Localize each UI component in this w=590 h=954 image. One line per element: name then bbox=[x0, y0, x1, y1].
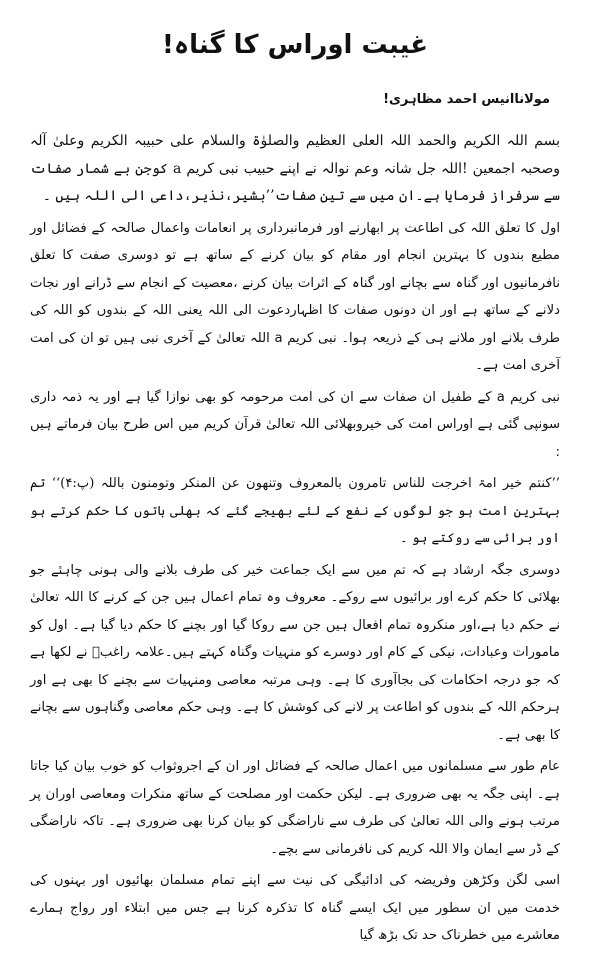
paragraph-2: اول کا تعلق اللہ کی اطاعت پر ابھارنے اور فرمانبرداری پر انعامات واعمال صالحہ کے فضائل اور مطیع بندوں کا بہترین انجام اور مقام کو بیان کرنے کے ساتھ ہے تو دوسری صفت کا تعلق نافرمانیوں اور گناہ سے بچانے اور گناہ کے اثرات بیان کرنے ،معصیت کے انجام سے ڈرانے اور نجات دلانے کے ساتھ ہے اور ان دونوں صفات کا اظہاردعوت الی اللہ یعنی اللہ کے بندوں کو اللہ کی طرف بلانے اور ملانے ہی کے ذریعہ ہوا۔ نبی کریم a اللہ تعالیٰ کے آخری نبی ہیں تو ان کی امت آخری امت ہے۔ bbox=[30, 220, 561, 373]
paragraph-7: اسی لگن وکڑھن وفریضہ کی ادائیگی کی نیت سے اپنے تمام مسلمان بھائیوں اور بہنوں کی خدمت میں ان سطور میں ایک ایسے گناہ کا تذکرہ کرنا ہے جس میں ابتلاء اور رواج ہمارے معاشرے میں خطرناک حد تک بڑھ گیا bbox=[30, 873, 560, 943]
paragraph-1: بسم اللہ الکریم والحمد اللہ العلی العظیم والصلوٰۃ والسلام علی حبیبہ الکریم وعلیٰ آلہ وصحبہ اجمعین !اللہ جل شانہ وعم نوالہ نے اپنے حبیب نبی کریم a کوجن بے شمار صفات سے سرفراز فرمایا ہے۔ان میں سے تین صفات’’بشیر،نذیر،داعی الی اللہ ہیں ۔ bbox=[30, 133, 560, 204]
author-name: مولاناانیس احمد مظاہری! bbox=[383, 92, 550, 107]
paragraph-6: عام طور سے مسلمانوں میں اعمال صالحہ کے فضائل اور ان کے اجروثواب کو خوب بیان کیا جاتا ہے۔ اپنی جگہ یہ بھی ضروری ہے۔ لیکن حکمت اور مصلحت کے ساتھ منکرات ومعاصی اوران پر مرتب ہونے والی اللہ تعالیٰ کی طرف سے ناراضگی کو بیان کرنا بھی ضروری ہے۔ تاکہ ناراضگی کے ڈر سے ایمان والا اللہ کریم کی نافرمانی سے بچے۔ bbox=[30, 759, 560, 857]
article-body bbox=[30, 128, 560, 954]
paragraph-5: دوسری جگہ ارشاد ہے کہ تم میں سے ایک جماعت خیر کی طرف بلانے والی ہونی چاہئے جو بھلائی کا حکم کرے اور برائیوں سے روکے۔ معروف وہ تمام اعمال ہیں جن کے کرنے کا اللہ تعالیٰ نے حکم دیا ہے،اور منکروہ تمام افعال ہیں جن سے روکا گیا اور بچنے کا حکم دیا گیا ہے۔ اول کو مامورات وعبادات، نیکی کے کام اور دوسرے کو منہیات وگناہ کہتے ہیں۔علامہ راغبؒ نے لکھا ہے کہ جو درجہ احکامات کی بجاآوری کا ہے۔ وہی مرتبہ معاصی ومنہیات سے بچنے کا بھی ہے اور ہرحکم اللہ کے بندوں کو اطاعت پر لانے کی کوشش کا ہے۔ وہی حکم معاصی وگناہوں سے بچانے کا بھی ہے۔ bbox=[30, 562, 560, 743]
page-title: غیبت اوراس کا گناہ! bbox=[162, 30, 428, 60]
paragraph-3: نبی کریم a کے طفیل ان صفات سے ان کی امت مرحومہ کو بھی نوازا گیا ہے اور یہ ذمہ داری سونپی گئی ہے اوراس امت کی خیروبھلائی اللہ تعالیٰ قرآن کریم میں اس طرح بیان فرماتے ہیں : bbox=[30, 389, 561, 460]
quran-quote: ’’کنتم خیر امۃ اخرجت للناس تامرون بالمعروف وتنھون عن المنکر وتومنون باللہ (پ:۴)‘‘ تم بہترین امت ہو جو لوگوں کے نفع کے لئے بھیجے گئے کہ بھلی باتوں کا حکم کرتے ہو اور برائی سے روکتے ہو ۔ bbox=[30, 476, 560, 546]
